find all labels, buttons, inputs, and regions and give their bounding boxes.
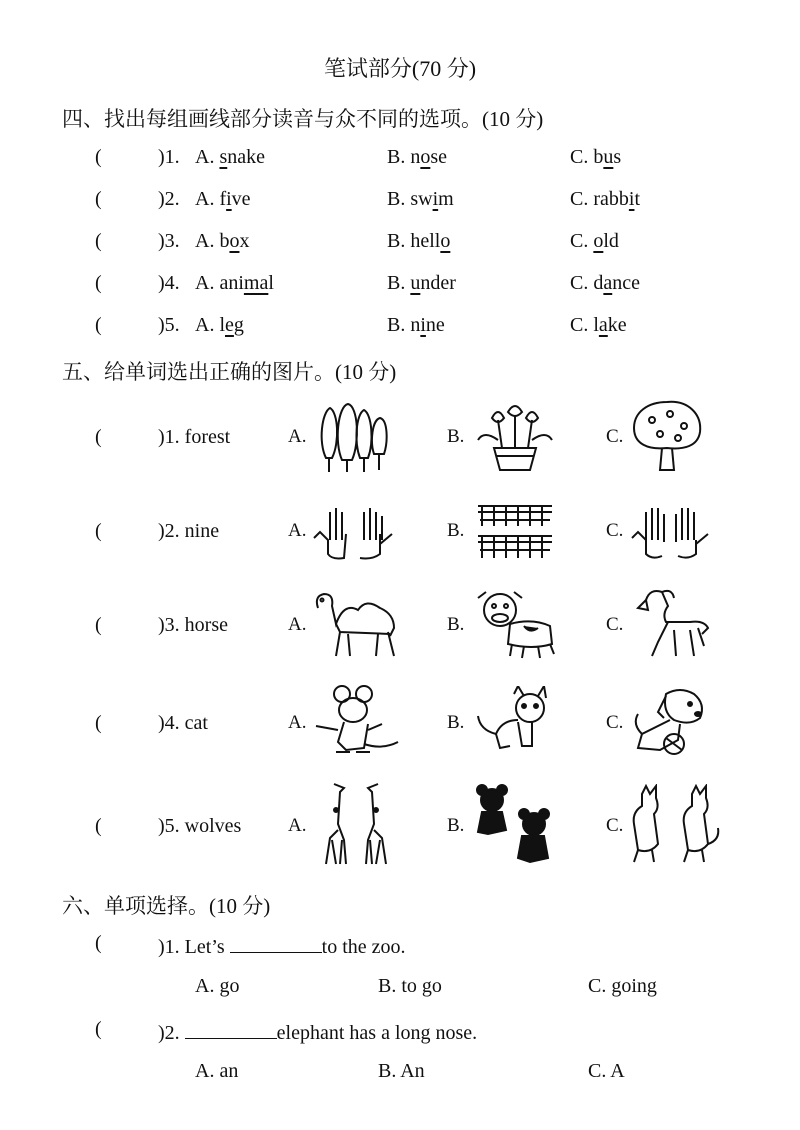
label-b: B. [447,712,465,733]
option-a: A. snake [195,146,266,168]
label-c: C. [606,712,624,733]
option-c: C. rabbit [570,188,641,210]
cow-icon[interactable] [472,588,558,660]
answer-paren[interactable]: ( [95,272,102,294]
s4-question-3 [0,230,800,260]
answer-paren[interactable]: ( [95,614,102,636]
option-a: A. box [195,230,250,252]
s4-question-5 [0,314,800,344]
s6-q2-options [0,1060,800,1090]
s4-question-2 [0,188,800,218]
question-number: )5. [158,314,180,336]
section-6-heading: 六、单项选择。(10 分) [62,894,271,918]
option-c: C. old [570,230,619,252]
option-c: C. lake [570,314,627,336]
question-word: )1. forest [158,426,231,448]
fill-blank[interactable] [185,1018,277,1039]
option-a: A. an [195,1060,239,1082]
page-title: 笔试部分(70 分) [323,56,477,81]
s6-question-1 [0,932,800,962]
s6-question-2 [0,1018,800,1048]
answer-paren[interactable]: ( [95,712,102,734]
answer-paren[interactable]: ( [95,188,102,210]
label-c: C. [606,614,624,635]
mouse-icon[interactable] [312,684,402,756]
option-a: A. five [195,188,251,210]
label-b: B. [447,815,465,836]
wolves-icon[interactable] [630,784,722,866]
option-b: B. nose [387,146,448,168]
question-word: )2. nine [158,520,220,542]
answer-paren[interactable]: ( [95,230,102,252]
option-b: B. under [387,272,456,294]
section-4-heading: 四、找出每组画线部分读音与众不同的选项。(10 分) [62,107,544,131]
question-word: )3. horse [158,614,228,636]
option-c: C. dance [570,272,640,294]
horse-icon[interactable] [632,586,712,662]
flower-pot-icon[interactable] [474,400,556,474]
label-b: B. [447,614,465,635]
label-a: A. [288,614,307,635]
s6-q1-options [0,975,800,1005]
option-b: B. hello [387,230,451,252]
hands-ten-fingers-icon[interactable] [628,504,712,562]
question-word: )4. cat [158,712,208,734]
s4-question-1 [0,146,800,176]
option-a: A. animal [195,272,274,294]
bears-icon[interactable] [472,782,558,866]
option-a: A. go [195,975,240,997]
question-word: )5. wolves [158,815,242,837]
section-5-heading: 五、给单词选出正确的图片。(10 分) [62,360,397,384]
label-a: A. [288,426,307,447]
question-number: )4. [158,272,180,294]
hands-six-fingers-icon[interactable] [310,504,396,562]
label-b: B. [447,426,465,447]
label-c: C. [606,520,624,541]
option-b: B. An [378,1060,425,1082]
tree-icon[interactable] [630,398,704,474]
label-a: A. [288,520,307,541]
question-number: )3. [158,230,180,252]
camel-icon[interactable] [310,588,406,660]
question-number: )1. [158,146,180,168]
option-a: A. leg [195,314,244,336]
answer-paren[interactable]: ( [95,426,102,448]
s4-question-4 [0,272,800,302]
label-a: A. [288,815,307,836]
label-c: C. [606,426,624,447]
question-stem: )1. Let’s to the zoo. [158,932,406,959]
answer-paren[interactable]: ( [95,314,102,336]
answer-paren[interactable]: ( [95,520,102,542]
label-c: C. [606,815,624,836]
question-number: )2. [158,188,180,210]
label-b: B. [447,520,465,541]
trees-icon[interactable] [318,402,390,474]
giraffes-icon[interactable] [316,780,398,868]
answer-paren[interactable]: ( [95,146,102,168]
answer-paren[interactable]: ( [95,815,102,837]
cat-icon[interactable] [474,686,554,756]
answer-paren[interactable]: ( [95,932,102,954]
answer-paren[interactable]: ( [95,1018,102,1040]
option-b: B. to go [378,975,442,997]
chairs-icon[interactable] [474,500,556,562]
option-b: B. swim [387,188,454,210]
option-b: B. nine [387,314,445,336]
option-c: C. bus [570,146,622,168]
fill-blank[interactable] [230,932,322,953]
label-a: A. [288,712,307,733]
question-stem: )2. elephant has a long nose. [158,1018,477,1045]
dog-icon[interactable] [630,684,712,758]
option-c: C. A [588,1060,625,1082]
option-c: C. going [588,975,657,997]
